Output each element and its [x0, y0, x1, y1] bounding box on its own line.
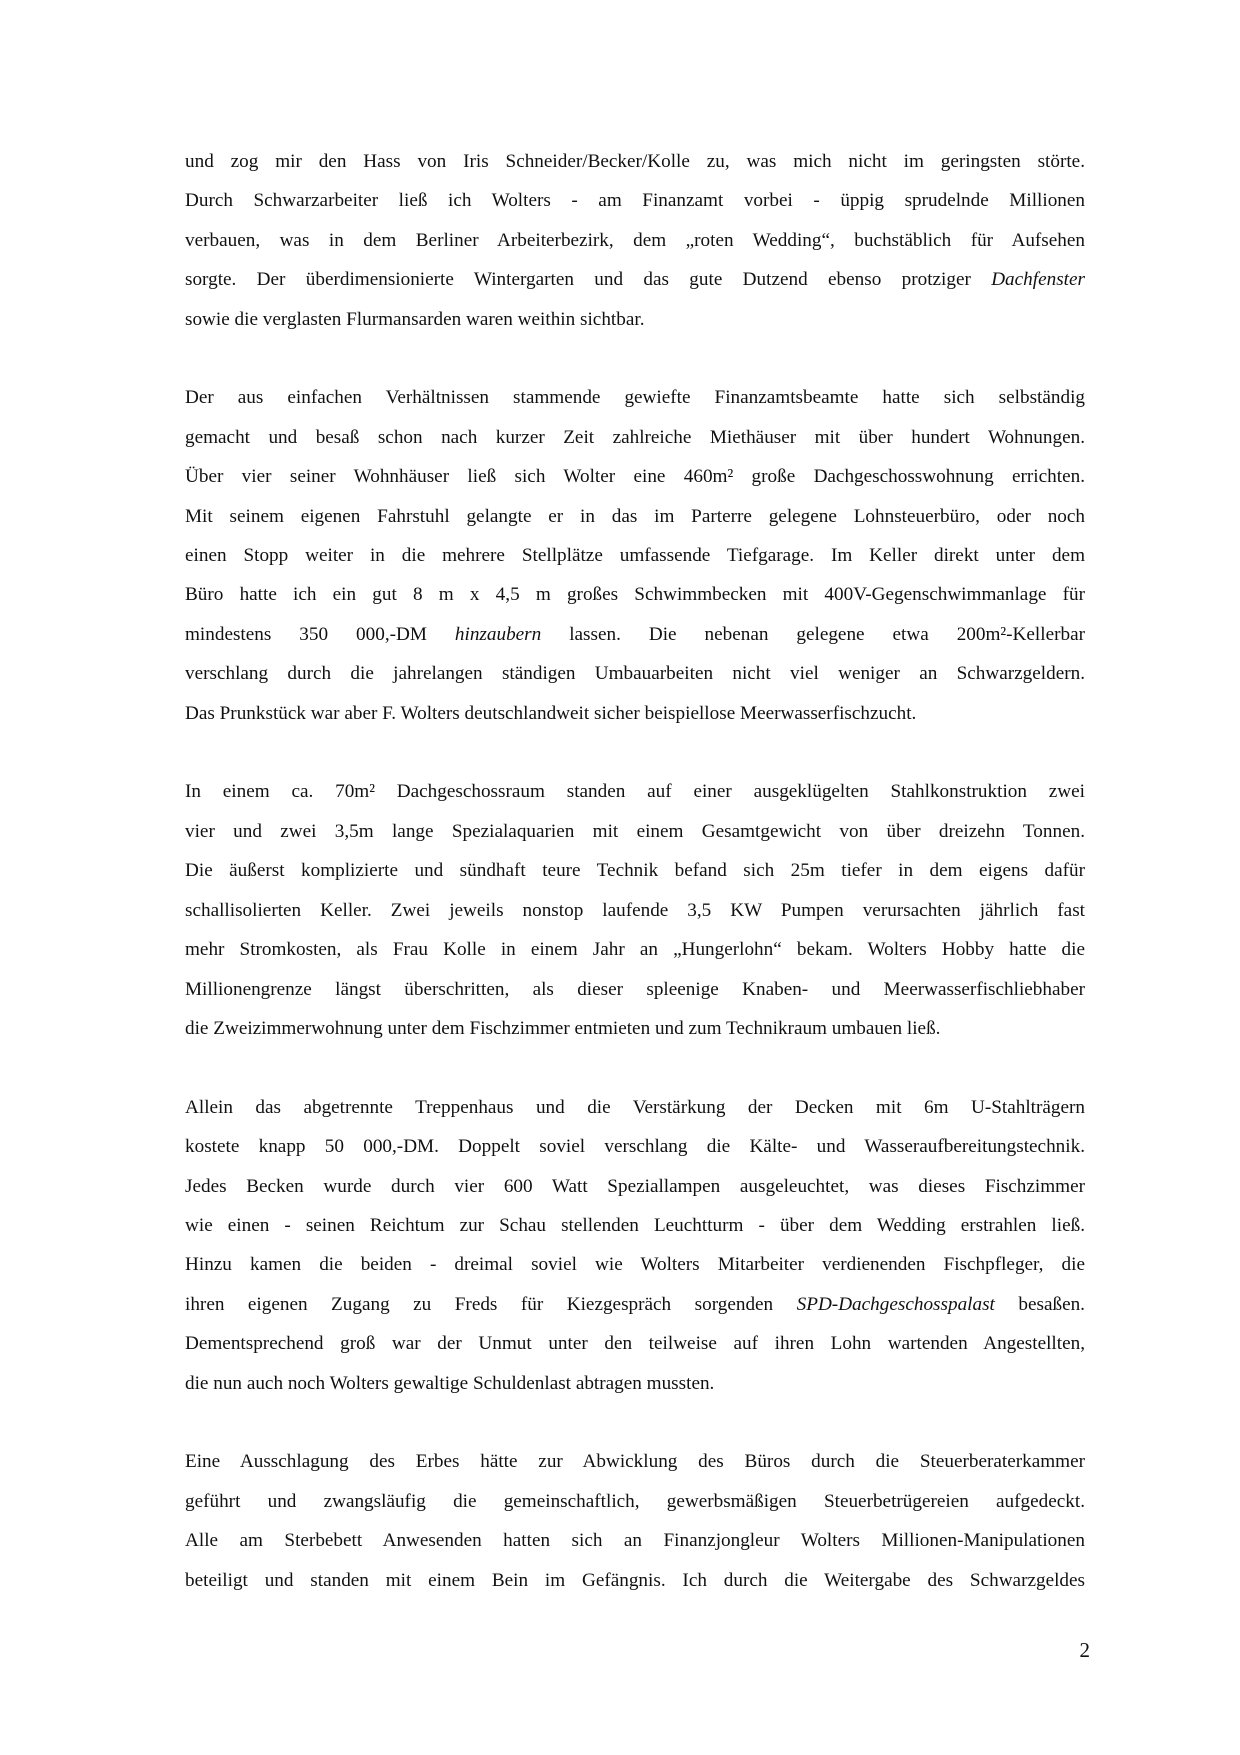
- paragraph: [185, 1088, 1085, 1403]
- text-line: [185, 1167, 1085, 1206]
- text-line: [185, 1324, 1085, 1363]
- text-line: [185, 615, 1085, 654]
- text-line: [185, 1561, 1085, 1600]
- body-text: [185, 142, 1085, 1639]
- text-run: In einem ca. 70m² Dachgeschossraum standen auf einer ausgeklügelten Stahlkonstruktion zwei: [185, 781, 1085, 803]
- text-run: sowie die verglasten Flurmansarden waren weithin sichtbar.: [185, 308, 645, 330]
- text-run: Das Prunkstück war aber F. Wolters deutschlandweit sicher beispiellose Meerwasserfischzucht.: [185, 702, 917, 724]
- text-run: einen Stopp weiter in die mehrere Stellplätze umfassende Tiefgarage. Im Keller direkt unter dem: [185, 545, 1085, 567]
- text-line: [185, 812, 1085, 851]
- text-run: mehr Stromkosten, als Frau Kolle in einem Jahr an „Hungerlohn“ bekam. Wolters Hobby hatte die: [185, 939, 1085, 961]
- text-line: [185, 1364, 1085, 1403]
- text-run: kostete knapp 50 000,-DM. Doppelt soviel verschlang die Kälte- und Wasseraufbereitungstechnik.: [185, 1136, 1085, 1158]
- text-line: [185, 457, 1085, 496]
- text-line: [185, 1521, 1085, 1560]
- text-line: [185, 694, 1085, 733]
- text-run: geführt und zwangsläufig die gemeinschaftlich, gewerbsmäßigen Steuerbetrügereien aufgedeckt.: [185, 1490, 1085, 1512]
- text-run: Büro hatte ich ein gut 8 m x 4,5 m großes Schwimmbecken mit 400V-Gegenschwimmanlage für: [185, 584, 1085, 606]
- text-run: Hinzu kamen die beiden - dreimal soviel wie Wolters Mitarbeiter verdienenden Fischpfleger, die: [185, 1254, 1085, 1276]
- text-run: beteiligt und standen mit einem Bein im Gefängnis. Ich durch die Weitergabe des Schwarzgeldes: [185, 1569, 1085, 1591]
- text-line: [185, 1442, 1085, 1481]
- text-line: [185, 221, 1085, 260]
- text-line: [185, 181, 1085, 220]
- text-line: [185, 851, 1085, 890]
- text-line: [185, 1285, 1085, 1324]
- text-run: schallisolierten Keller. Zwei jeweils nonstop laufende 3,5 KW Pumpen verursachten jährlich fast: [185, 899, 1085, 921]
- text-run: Eine Ausschlagung des Erbes hätte zur Abwicklung des Büros durch die Steuerberaterkammer: [185, 1451, 1085, 1473]
- text-line: [185, 1009, 1085, 1048]
- paragraph: [185, 1442, 1085, 1600]
- text-run: sorgte. Der überdimensionierte Wintergarten und das gute Dutzend ebenso protziger: [185, 269, 992, 291]
- italic-text: hinzaubern: [454, 623, 542, 645]
- text-line: [185, 891, 1085, 930]
- paragraph: [185, 378, 1085, 733]
- text-run: wie einen - seinen Reichtum zur Schau stellenden Leuchtturm - über dem Wedding erstrahlen ließ.: [185, 1214, 1085, 1236]
- text-line: [185, 970, 1085, 1009]
- text-line: [185, 497, 1085, 536]
- text-line: [185, 142, 1085, 181]
- text-run: Durch Schwarzarbeiter ließ ich Wolters - am Finanzamt vorbei - üppig sprudelnde Millionen: [185, 190, 1085, 212]
- text-line: [185, 1088, 1085, 1127]
- text-line: [185, 654, 1085, 693]
- text-line: [185, 1206, 1085, 1245]
- text-run: die Zweizimmerwohnung unter dem Fischzimmer entmieten und zum Technikraum umbauen ließ.: [185, 1017, 941, 1039]
- page-number: 2: [1079, 1638, 1090, 1662]
- text-run: Alle am Sterbebett Anwesenden hatten sich an Finanzjongleur Wolters Millionen-Manipulationen: [185, 1530, 1085, 1552]
- text-line: [185, 300, 1085, 339]
- text-run: Allein das abgetrennte Treppenhaus und die Verstärkung der Decken mit 6m U-Stahlträgern: [185, 1096, 1085, 1118]
- text-run: Jedes Becken wurde durch vier 600 Watt Speziallampen ausgeleuchtet, was dieses Fischzimmer: [185, 1175, 1085, 1197]
- italic-text: Dachfenster: [991, 269, 1085, 291]
- text-run: und zog mir den Hass von Iris Schneider/Becker/Kolle zu, was mich nicht im geringsten störte.: [185, 151, 1085, 172]
- text-run: Der aus einfachen Verhältnissen stammende gewiefte Finanzamtsbeamte hatte sich selbständig: [185, 387, 1085, 409]
- text-run: Millionengrenze längst überschritten, als dieser spleenige Knaben- und Meerwasserfischliebhaber: [185, 978, 1085, 1000]
- text-run: ihren eigenen Zugang zu Freds für Kiezgespräch sorgenden: [185, 1293, 797, 1315]
- paragraph: [185, 142, 1085, 339]
- text-run: mindestens 350 000,-DM: [185, 623, 455, 645]
- text-line: [185, 1127, 1085, 1166]
- text-line: [185, 772, 1085, 811]
- text-run: vier und zwei 3,5m lange Spezialaquarien mit einem Gesamtgewicht von über dreizehn Tonnen.: [185, 820, 1085, 842]
- text-run: Die äußerst komplizierte und sündhaft teure Technik befand sich 25m tiefer in dem eigens dafür: [185, 860, 1085, 882]
- text-run: Dementsprechend groß war der Unmut unter den teilweise auf ihren Lohn wartenden Angestellten,: [185, 1333, 1085, 1355]
- text-run: besaßen.: [994, 1293, 1085, 1315]
- text-line: [185, 1482, 1085, 1521]
- text-line: [185, 575, 1085, 614]
- italic-text: SPD-Dachgeschosspalast: [796, 1293, 995, 1315]
- text-run: Über vier seiner Wohnhäuser ließ sich Wolter eine 460m² große Dachgeschosswohnung errichten.: [185, 466, 1085, 488]
- text-line: [185, 1245, 1085, 1284]
- text-run: lassen. Die nebenan gelegene etwa 200m²-Kellerbar: [541, 623, 1085, 645]
- text-line: [185, 930, 1085, 969]
- text-line: [185, 378, 1085, 417]
- text-line: [185, 536, 1085, 575]
- text-run: Mit seinem eigenen Fahrstuhl gelangte er in das im Parterre gelegene Lohnsteuerbüro, oder noch: [185, 505, 1085, 527]
- text-line: [185, 418, 1085, 457]
- text-run: gemacht und besaß schon nach kurzer Zeit zahlreiche Miethäuser mit über hundert Wohnungen.: [185, 426, 1085, 448]
- paragraph: [185, 772, 1085, 1048]
- text-run: verschlang durch die jahrelangen ständigen Umbauarbeiten nicht viel weniger an Schwarzgeldern.: [185, 663, 1085, 685]
- text-run: die nun auch noch Wolters gewaltige Schuldenlast abtragen mussten.: [185, 1372, 715, 1394]
- text-line: [185, 260, 1085, 299]
- text-run: verbauen, was in dem Berliner Arbeiterbezirk, dem „roten Wedding“, buchstäblich für Aufsehen: [185, 229, 1085, 251]
